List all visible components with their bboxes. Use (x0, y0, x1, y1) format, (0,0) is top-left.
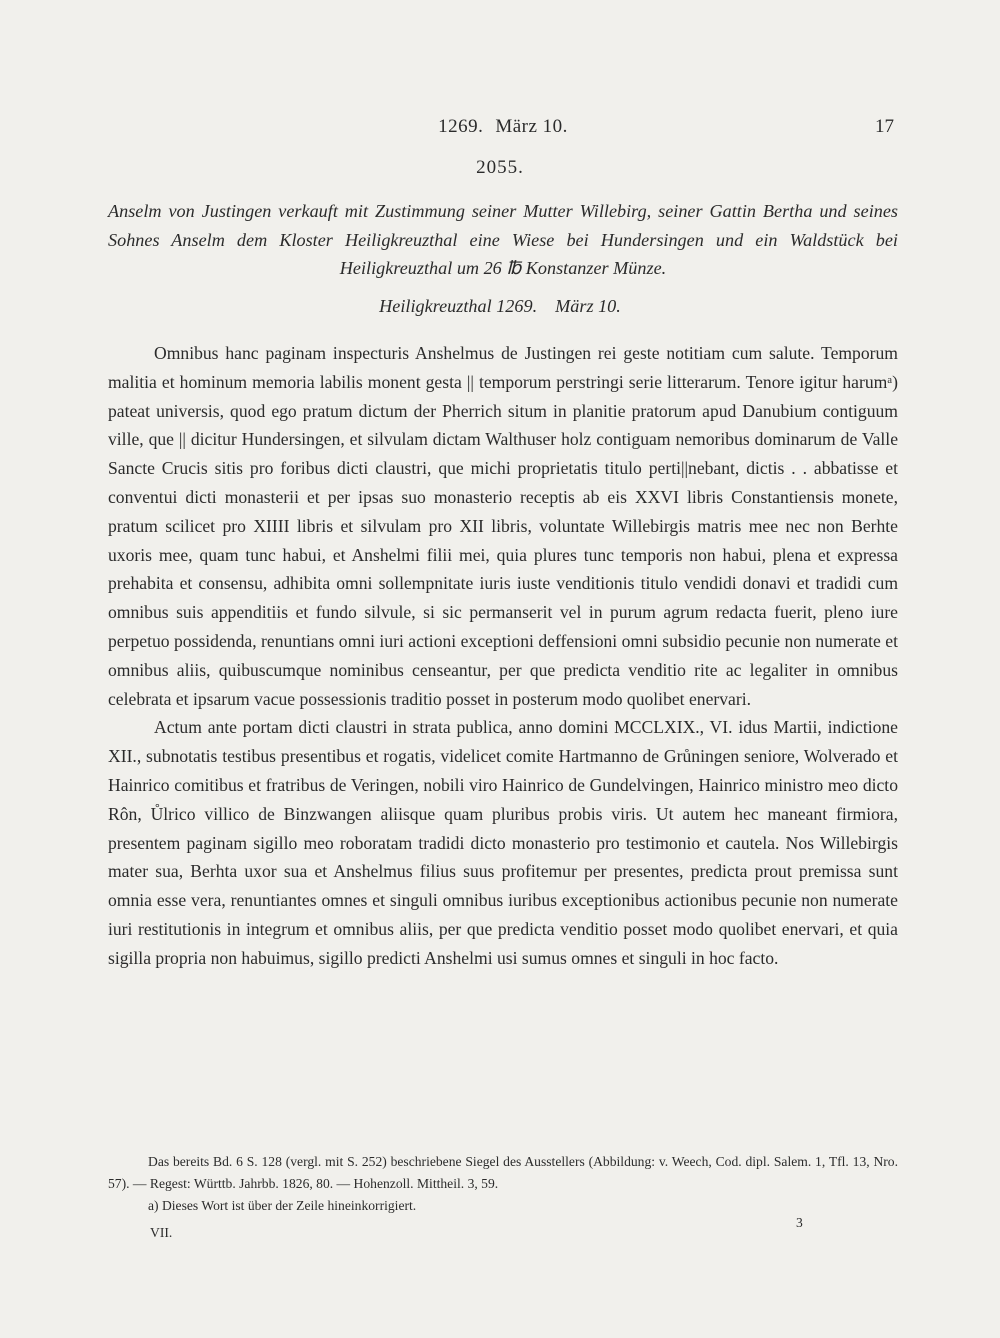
charter-text (108, 339, 898, 973)
sheet-signature: 3 (796, 1215, 803, 1230)
editorial-notes (108, 1151, 898, 1217)
volume-signature: VII. (150, 1225, 173, 1240)
page-number: 17 (875, 116, 894, 137)
running-head-year: 1269. (438, 116, 484, 137)
document-summary: Anselm von Justingen verkauft mit Zustimmung seiner Mutter Willebirg, seiner Gattin Bertha und seines Sohnes Anselm dem Kloster Heiligkreuzthal eine Wiese bei Hundersingen und ein Waldstück bei Heiligkreuzthal um 26 ℔ Konstanzer Münze. (108, 201, 898, 278)
paragraph-disposition: Omnibus hanc paginam inspecturis Anshelmus de Justingen rei geste notitiam cum salute. Temporum malitia et hominum memoria labilis monent gesta || temporum perstringi serie litterarum. Tenore igitur harumᵃ) pateat universis, quod ego pratum dictum der Pherrich situm in planitie pratorum apud Danubium contiguum ville, que || dicitur Hundersingen, et silvulam dictam Walthuser holz contiguam nemoribus dominarum de Valle Sancte Crucis sitis pro foribus dicti claustri, que michi proprietatis titulo perti||nebant, dictis . . abbatisse et conventui dicti monasterii et per ipsas suo monasterio receptis ab eis XXVI libris Constantiensis monete, pratum scilicet pro XIIII libris et silvulam pro XII libris, voluntate Willebirgis matris mee nec non Berhte uxoris mee, quam tunc habui, et Anshelmi filii mei, quia plures tunc temporis non habui, plena et expressa prehabita et consensu, adhibita omni sollempnitate iuris iuste venditionis titulo vendidi donavi et tradidi cum omnibus suis appenditiis et fundo silvule, si sic permanserit vel in purum agrum redacta fuerit, pleno iure perpetuo possidenda, renuntians omni iuri actioni exceptioni deffensioni omni subsidio pecunie non numerate et omnibus aliis, quibuscumque nominibus censeantur, per que predicta venditio rite ac legaliter in omnibus celebrata et ipsarum vacue possessionis traditio posset in posterum modo quolibet enervari. (108, 343, 898, 709)
running-head-date (108, 116, 898, 138)
date: März 10. (555, 296, 621, 316)
running-head-day: März 10. (495, 116, 568, 137)
place-date-line (0, 296, 1000, 317)
place: Heiligkreuzthal 1269. (379, 296, 538, 316)
document-number: 2055. (476, 157, 524, 178)
seal-note: Das bereits Bd. 6 S. 128 (vergl. mit S. 252) beschriebene Siegel des Ausstellers (Abbildung: v. Weech, Cod. dipl. Salem. 1, Tfl. 13, Nro. 57). — Regest: Württb. Jahrbb. 1826, 80. — Hohenzoll. Mittheil. 3, 59. (108, 1154, 898, 1191)
footnote-a: a) Dieses Wort ist über der Zeile hineinkorrigiert. (148, 1198, 417, 1213)
running-head (108, 116, 898, 140)
paragraph-actum: Actum ante portam dicti claustri in strata publica, anno domini MCCLXIX., VI. idus Martii, indictione XII., subnotatis testibus presentibus et rogatis, videlicet comite Hartmanno de Grůningen seniore, Wolverado et Hainrico comitibus et fratribus de Veringen, nobili viro Hainrico de Gundelvingen, Hainrico ministro meo dicto Rôn, Ůlrico villico de Binzwangen aliisque quam pluribus probis viris. Ut autem hec maneant firmiora, presentem paginam sigillo meo roboratam tradidi dicto monasterio pro testimonio et cautela. Nos Willebirgis mater sua, Berhta uxor sua et Anshelmus filius suus profitemur per presentes, predicta prout premissa sunt omnia esse vera, renuntiantes omnes et singuli omnibus iuribus exceptionibus actionibus pecunie non numerate iuri restitutionis in integrum et omnibus aliis, per que predicta venditio posset modo quolibet enervari, et quia sigilla propria non habuimus, sigillo predicti Anshelmi usi sumus omnes et singuli in hoc facto. (108, 717, 898, 968)
